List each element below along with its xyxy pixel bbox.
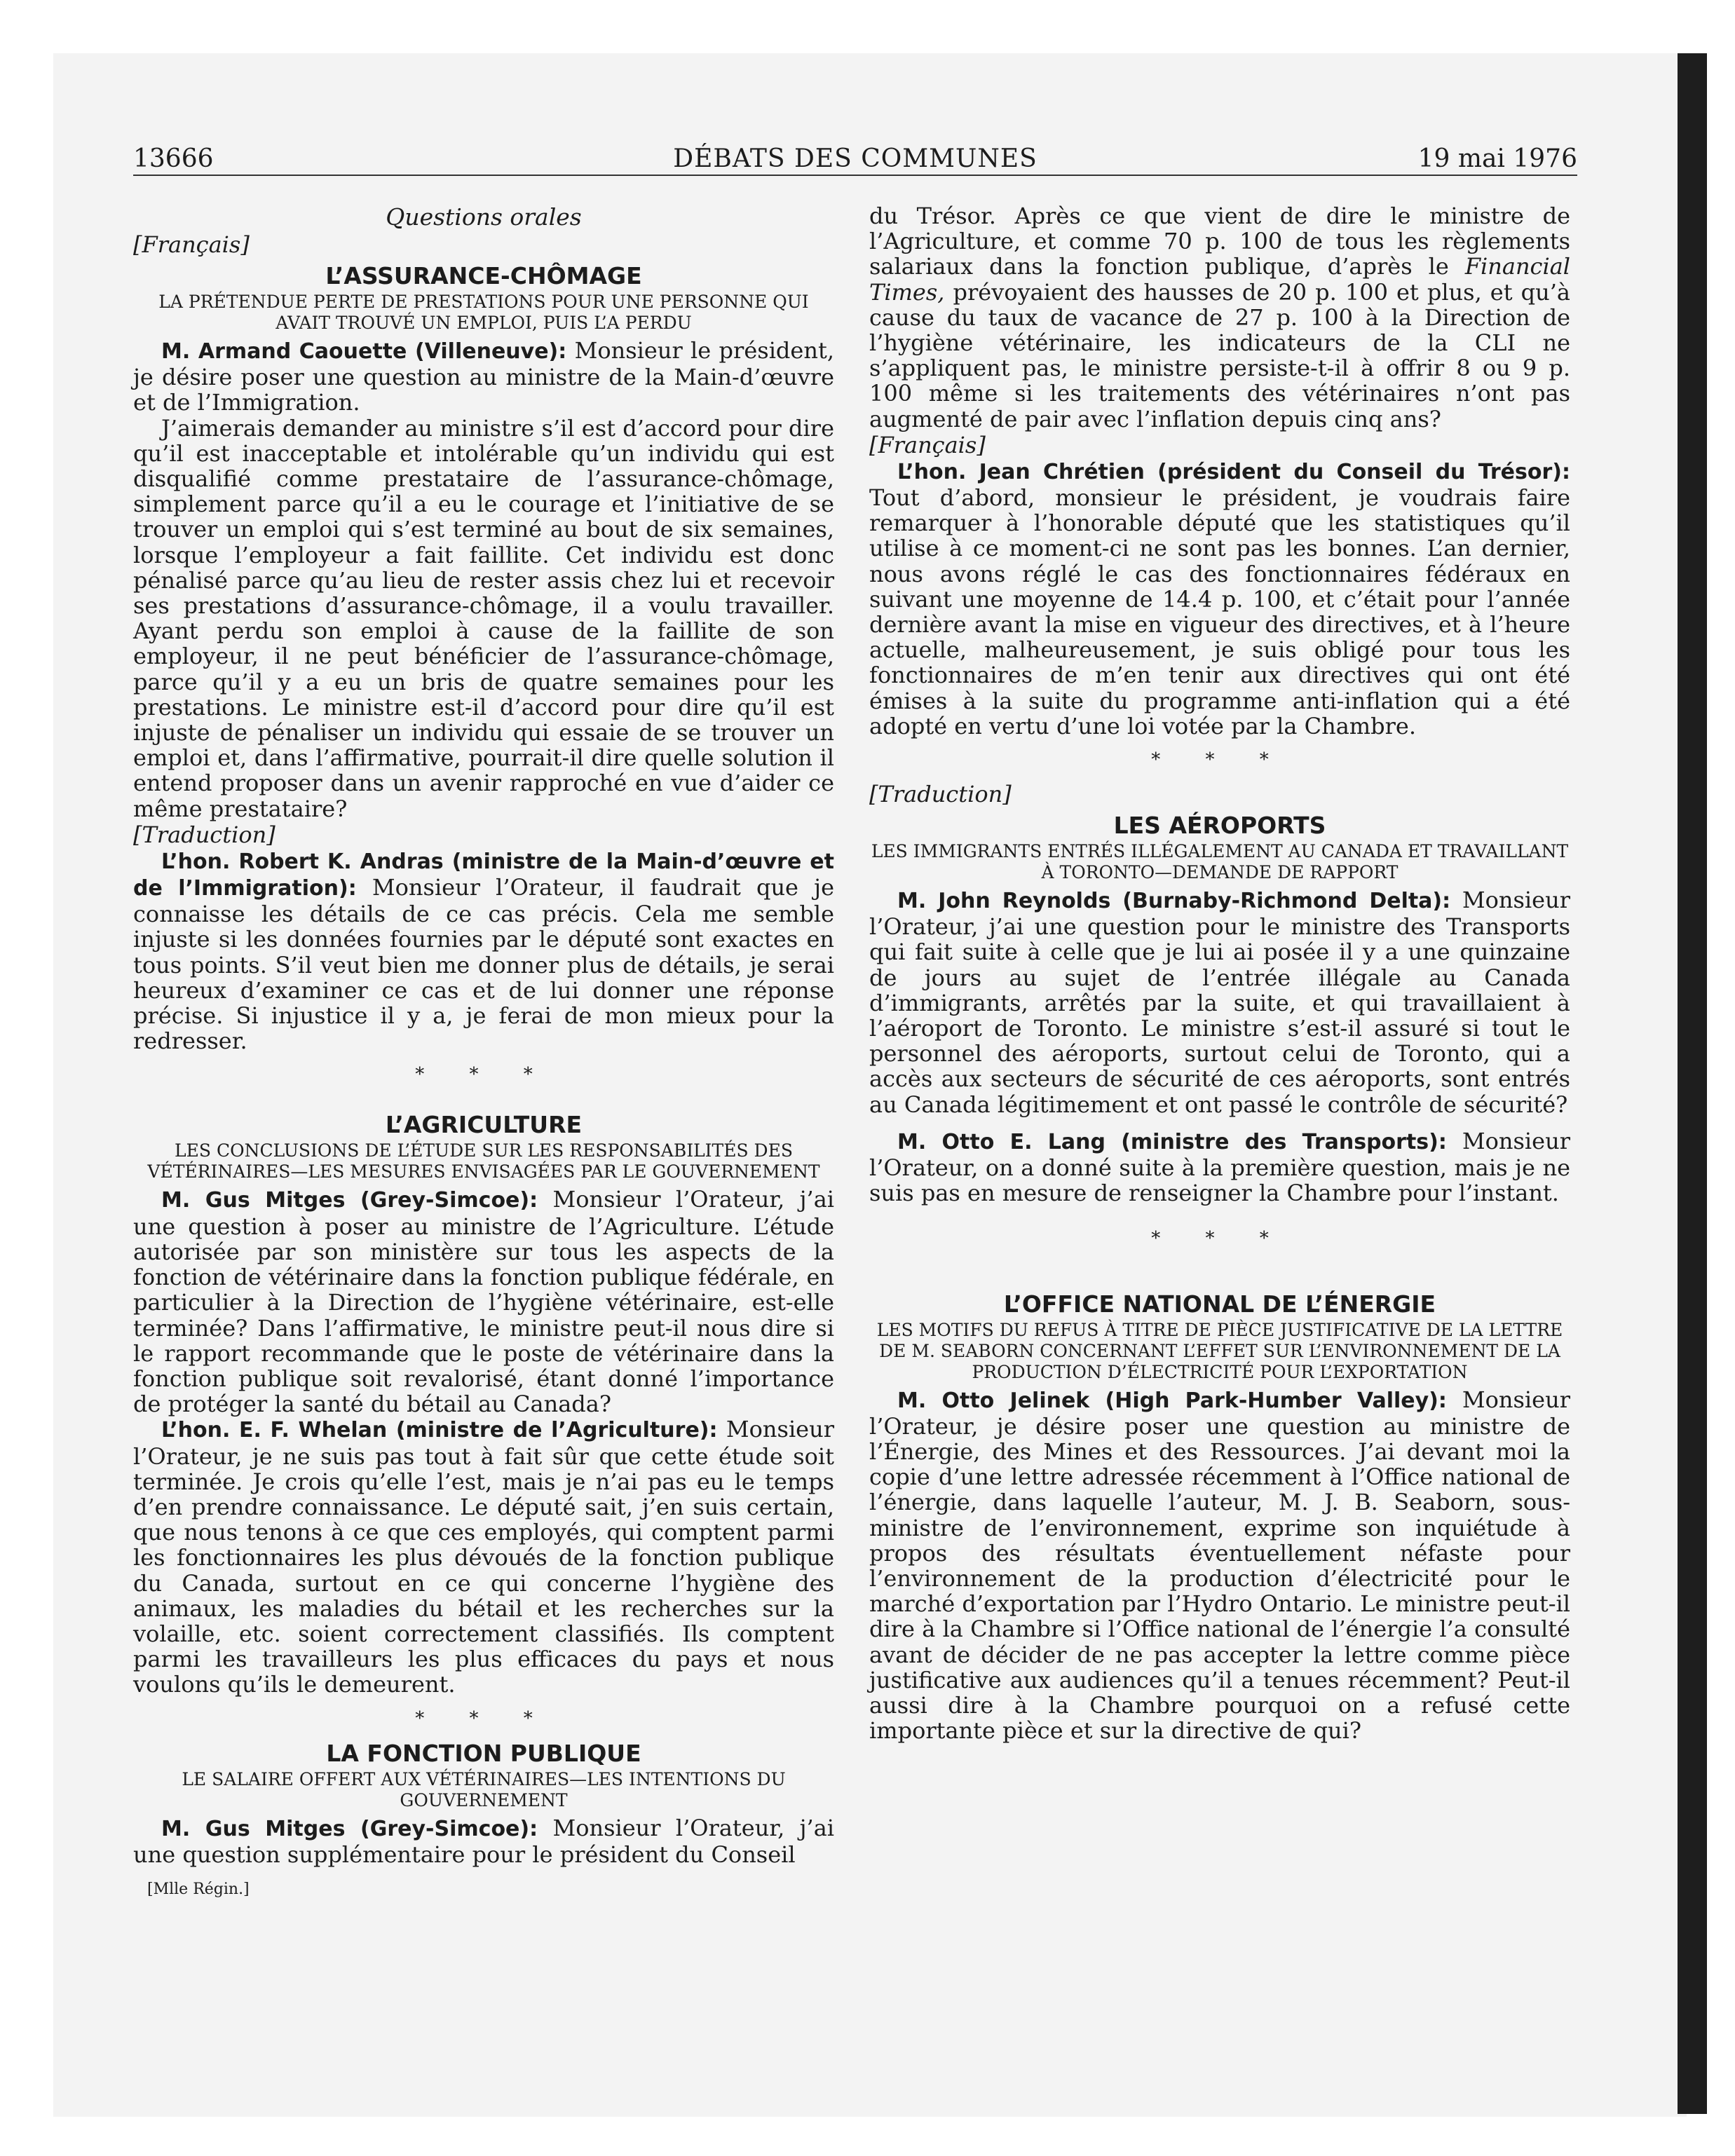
subheading: LES IMMIGRANTS ENTRÉS ILLÉGALEMENT AU CANADA ET TRAVAILLANT À TORONTO—DEMANDE DE RAPPORT — [871, 841, 1569, 883]
right-column — [869, 203, 1570, 1743]
speaker-name: M. Gus Mitges (Grey-Simcoe): — [161, 1188, 538, 1213]
speaker-name: M. John Reynolds (Burnaby-Richmond Delta): — [897, 889, 1451, 914]
subheading: LES MOTIFS DU REFUS À TITRE DE PIÈCE JUSTIFICATIVE DE LA LETTRE DE M. SEABORN CONCERNANT L’EFFET SUR L’ENVIRONNEMENT DE LA PRODUCTION D’ÉLECTRICITÉ POUR L’EXPORTATION — [876, 1319, 1563, 1382]
language-marker: [Traduction] — [869, 781, 1012, 808]
subheading: LE SALAIRE OFFERT AUX VÉTÉRINAIRES—LES INTENTIONS DU GOUVERNEMENT — [182, 1768, 786, 1810]
paragraph: J’aimerais demander au ministre s’il est d’accord pour dire qu’il est inacceptable et intolérable qu’un individu qui est disqualifié comme prestataire de l’assurance-chômage, simplement parce qu’il a eu le courage et l’initiative de se trouver un emploi qui s’est terminé au bout de six semaines, lorsque l’employeur a fait faillite. Cet individu est donc pénalisé parce qu’au lieu de rester assis chez lui et recevoir ses prestations d’assurance-chômage, il a voulu travailler. Ayant perdu son emploi à cause de la faillite de son employeur, il ne peut bénéficier de l’assurance-chômage, parce qu’il y a eu un bris de quatre semaines pour les prestations. Le ministre est-il d’accord pour dire qu’il est injuste de pénaliser un individu qui essaie de se trouver un emploi et, dans l’affirmative, pourrait-il dire quelle solution il entend proposer dans un avenir rapproché en vue d’aider ce même prestataire? — [133, 414, 834, 822]
publication-title: DÉBATS DES COMMUNES — [673, 144, 1037, 173]
paragraph: du Trésor. Après ce que vient de dire le ministre de l’Agriculture, et comme 70 p. 100 de tous les règlements salariaux dans la fonction publique, d’après le Financial Times, prévoyaient des hausses de 20 p. 100 et plus, et qu’à cause du taux de vacance de 27 p. 100 à la Direction de l’hygiène vétérinaire, les indicateurs de la CLI ne s’appliquent pas, le ministre persiste-t-il à offrir 8 ou 9 p. 100 même si les traitements des vétérinaires n’ont pas augmenté de pair avec l’inflation depuis cinq ans? — [869, 203, 1571, 432]
speaker-name: L’hon. E. F. Whelan (ministre de l’Agriculture): — [161, 1418, 718, 1443]
heading-aeroports: LES AÉROPORTS — [1113, 812, 1326, 840]
paragraph: M. Armand Caouette (Villeneuve): Monsieur le président, je désire poser une question au ministre de la Main-d’œuvre et de l’Immigration. — [133, 337, 834, 416]
page-date: 19 mai 1976 — [1417, 144, 1577, 173]
speaker-name: M. Armand Caouette (Villeneuve): — [161, 339, 567, 364]
paragraph: M. Otto Jelinek (High Park-Humber Valley): Monsieur l’Orateur, je désire poser une question au ministre de l’Énergie, des Mines et des Ressources. J’ai devant moi la copie d’une lettre adressée récemment à l’Office national de l’énergie, dans laquelle l’auteur, M. J. B. Seaborn, sous-ministre de l’environnement, exprime son inquiétude à propos des résultats éventuellement néfaste pour l’environnement de la production d’électricité pour le marché d’exportation par l’Hydro Ontario. Le ministre peut-il dire à la Chambre si l’Office national de l’énergie l’a consulté avant de décider de ne pas accepter la lettre comme pièce justificative aux audiences qu’il a tenues récemment? Peut-il aussi dire à la Chambre pourquoi on a refusé cette importante pièce et sur la directive de qui? — [869, 1386, 1570, 1745]
section-separator: * * * — [415, 1707, 552, 1729]
page-number: 13666 — [133, 144, 214, 173]
speaker-name: L’hon. Jean Chrétien (président du Conseil du Trésor): — [897, 459, 1570, 484]
paragraph: L’hon. Jean Chrétien (président du Conseil du Trésor): Tout d’abord, monsieur le président, je voudrais faire remarquer à l’honorable député que les statistiques qu’il utilise à ce moment-ci ne sont pas les bonnes. L’an dernier, nous avons réglé le cas des fonctionnaires fédéraux en suivant une moyenne de 14.4 p. 100, et c’était pour l’année dernière avant la mise en vigueur des directives, et à l’heure actuelle, malheureusement, je suis obligé pour tous les fonctionnaires de m’en tenir aux directives qui ont été émises à la suite du programme anti-inflation qui a été adopté en vertu d’une loi votée par la Chambre. — [869, 459, 1570, 739]
paragraph: M. Otto E. Lang (ministre des Transports): Monsieur l’Orateur, on a donné suite à la première question, mais je ne suis pas en mesure de renseigner la Chambre pour l’instant. — [869, 1127, 1570, 1207]
section-separator: * * * — [1151, 749, 1288, 771]
speaker-name: M. Otto E. Lang (ministre des Transports): — [897, 1129, 1447, 1154]
heading-assurance-chomage: L’ASSURANCE-CHÔMAGE — [325, 262, 642, 289]
paragraph: M. John Reynolds (Burnaby-Richmond Delta): Monsieur l’Orateur, j’ai une question pour le ministre des Transports qui fait suite à celle que je lui ai posée il y a une quinzaine de jours au sujet de l’entrée illégale au Canada d’immigrants, arrêtés par la suite, et qui travaillaient à l’aéroport de Toronto. Le ministre s’est-il assuré si tout le personnel des aéroports, surtout celui de Toronto, qui a accès aux secteurs de sécurité de ces aéroports, sont entrés au Canada légitimement et ont passé le contrôle de sécurité? — [869, 887, 1570, 1118]
paragraph: L’hon. E. F. Whelan (ministre de l’Agriculture): Monsieur l’Orateur, je ne suis pas tout à fait sûr que cette étude soit terminée. Je crois qu’elle l’est, mais je n’ai pas eu le temps d’en prendre connaissance. Le député sait, j’en suis certain, que nous tenons à ce que ces employés, qui comptent parmi les fonctionnaires les plus dévoués de la fonction publique du Canada, surtout en ce qui concerne l’hygiène des animaux, les maladies du bétail et les recherches sur la volaille, etc. soient correctement classifiés. Ils comptent parmi les travailleurs les plus efficaces du pays et nous voulons qu’ils le demeurent. — [133, 1416, 835, 1698]
heading-fonction-publique: LA FONCTION PUBLIQUE — [326, 1739, 641, 1767]
page-header — [133, 144, 1577, 176]
paragraph: M. Gus Mitges (Grey-Simcoe): Monsieur l’Orateur, j’ai une question supplémentaire pour le président du Conseil — [133, 1814, 834, 1868]
speaker-name: M. Gus Mitges (Grey-Simcoe): — [161, 1816, 538, 1841]
footer-note: [Mlle Régin.] — [147, 1880, 250, 1898]
heading-agriculture: L’AGRICULTURE — [385, 1111, 583, 1139]
paragraph: M. Gus Mitges (Grey-Simcoe): Monsieur l’Orateur, j’ai une question à poser au ministre de l’Agriculture. L’étude autorisée par son ministère sur tous les aspects de la fonction de vétérinaire dans la fonction publique fédérale, en particulier à la Direction de l’hygiène vétérinaire, est-elle terminée? Dans l’affirmative, le ministre peut-il nous dire si le rapport recommande que le poste de vétérinaire dans la fonction publique soit revalorisé, étant donné l’importance de protéger la santé du bétail au Canada? — [133, 1186, 834, 1418]
language-marker: [Traduction] — [133, 821, 275, 848]
paragraph: L’hon. Robert K. Andras (ministre de la Main-d’œuvre et de l’Immigration): Monsieur l’Orateur, il faudrait que je connaisse les détails de ce cas précis. Cela me semble injuste si les données fournies par le député sont exactes en tous points. S’il veut bien me donner plus de détails, je serai heureux d’examiner ce cas et de lui donner une réponse précise. Si injustice il y a, je ferai de mon mieux pour la redresser. — [133, 849, 835, 1055]
subheading: LA PRÉTENDUE PERTE DE PRESTATIONS POUR UNE PERSONNE QUI AVAIT TROUVÉ UN EMPLOI, PUIS L’A PERDU — [158, 292, 809, 333]
language-marker: [Français] — [869, 431, 986, 458]
speaker-name: M. Otto Jelinek (High Park-Humber Valley): — [897, 1388, 1447, 1413]
section-separator: * * * — [1151, 1227, 1288, 1249]
speaker-name: L’hon. Robert K. Andras (ministre de la Main-d’œuvre et de l’Immigration): — [133, 849, 834, 901]
heading-office-energie: L’OFFICE NATIONAL DE L’ÉNERGIE — [1003, 1290, 1436, 1318]
scan-edge-bar — [1678, 53, 1707, 2114]
subheading: LES CONCLUSIONS DE L’ÉTUDE SUR LES RESPONSABILITÉS DES VÉTÉRINAIRES—LES MESURES ENVISAGÉES PAR LE GOUVERNEMENT — [147, 1140, 820, 1182]
section-separator: * * * — [415, 1064, 552, 1086]
left-column — [133, 203, 834, 1899]
language-marker: [Français] — [133, 231, 250, 258]
section-title: Questions orales — [386, 203, 582, 231]
